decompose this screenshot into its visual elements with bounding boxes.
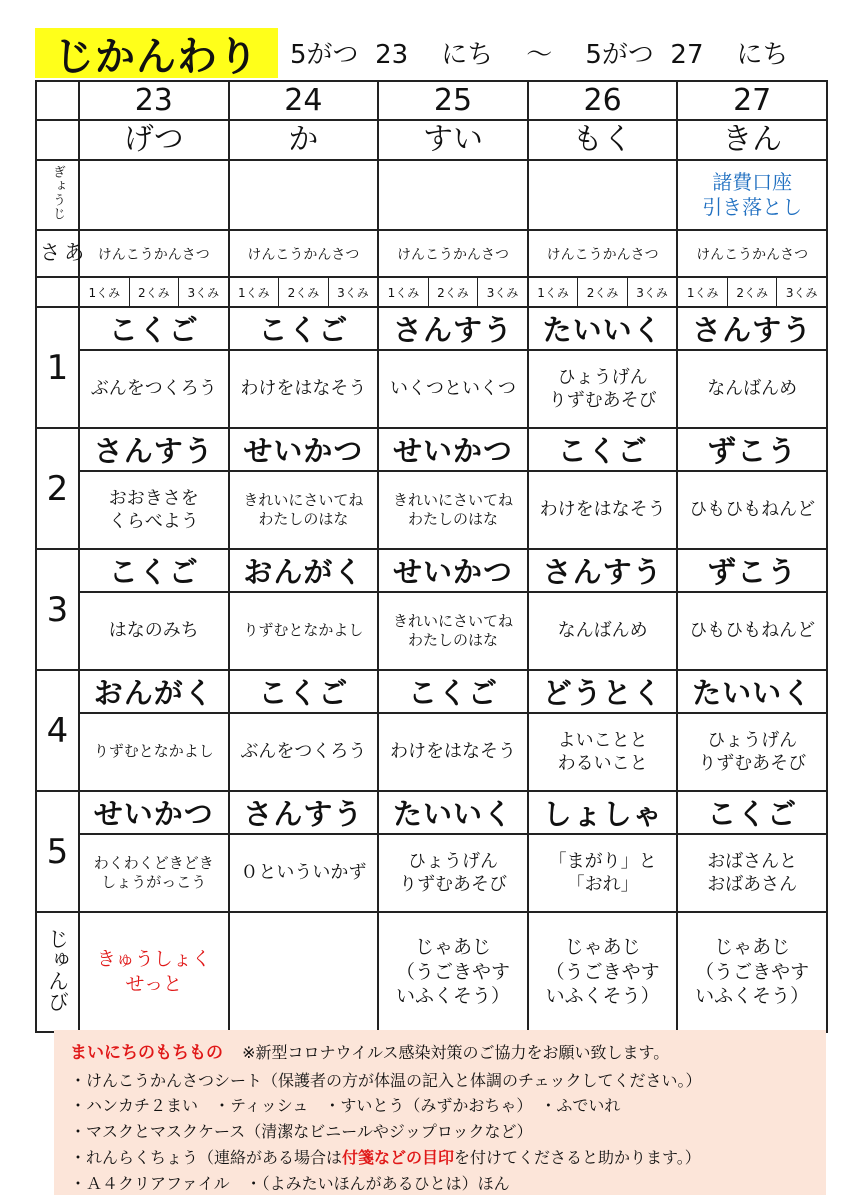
content-cell: おおきさを くらべよう	[79, 471, 229, 549]
subject-cell: せいかつ	[229, 428, 379, 471]
notes-subheading: ※新型コロナウイルス感染対策のご協力をお願い致します。	[242, 1043, 670, 1062]
subject-cell: おんがく	[79, 670, 229, 713]
subject-cell: たいいく	[528, 307, 678, 350]
class-label: 2くみ	[727, 278, 777, 306]
class-label: 2くみ	[428, 278, 478, 306]
weekday-cell: げつ	[79, 120, 229, 160]
content-cell: はなのみち	[79, 592, 229, 670]
notes-item: ・けんこうかんさつシート（保護者の方が体温の記入と体調のチェックしてください。）	[70, 1070, 702, 1090]
subject-cell: せいかつ	[378, 428, 528, 471]
date-row	[36, 81, 827, 120]
date-cell: 24	[229, 81, 379, 120]
class-label: 1くみ	[238, 285, 270, 300]
period-subject-row	[36, 428, 827, 471]
prep-label: じゅんび	[36, 912, 79, 1032]
content-cell: きれいにさいてね わたしのはな	[378, 471, 528, 549]
event-text: 引き落とし	[702, 195, 803, 219]
subject-cell: ずこう	[677, 428, 827, 471]
class-label: 2くみ	[129, 278, 179, 306]
subject-cell: こくご	[229, 670, 379, 713]
page-header	[35, 28, 825, 78]
morning-cell: けんこうかんさつ	[677, 230, 827, 277]
class-label: 3くみ	[328, 278, 378, 306]
notes-box	[54, 1030, 826, 1195]
subject-cell: たいいく	[378, 791, 528, 834]
weekday-cell: きん	[677, 120, 827, 160]
prep-cell: じゃあじ （うごきやす いふくそう）	[378, 912, 528, 1032]
content-cell: ひょうげん りずむあそび	[677, 713, 827, 791]
subject-cell: こくご	[677, 791, 827, 834]
period-subject-row	[36, 670, 827, 713]
event-cell	[229, 160, 379, 230]
prep-row	[36, 912, 827, 1032]
content-cell: わけをはなそう	[229, 350, 379, 428]
event-text: 諸費口座	[712, 170, 793, 194]
date-cell: 25	[378, 81, 528, 120]
period-subject-row	[36, 549, 827, 592]
content-cell: りずむとなかよし	[79, 713, 229, 791]
morning-cell: けんこうかんさつ	[378, 230, 528, 277]
period-number: 4	[36, 670, 79, 791]
subject-cell: こくご	[378, 670, 528, 713]
notes-item: ・れんらくちょう（連絡がある場合は付箋などの目印を付けてくださると助かります。）	[70, 1148, 701, 1168]
class-label: 3くみ	[477, 278, 527, 306]
subject-cell: どうとく	[528, 670, 678, 713]
page-title: じかんわり	[35, 28, 278, 78]
class-row	[36, 277, 827, 307]
class-label: 3くみ	[178, 278, 228, 306]
morning-cell: けんこうかんさつ	[79, 230, 229, 277]
date-cell: 27	[677, 81, 827, 120]
period-content-row	[36, 834, 827, 912]
subject-cell: しょしゃ	[528, 791, 678, 834]
content-cell: きれいにさいてね わたしのはな	[229, 471, 379, 549]
weekday-cell: すい	[378, 120, 528, 160]
prep-cell: じゃあじ （うごきやす いふくそう）	[528, 912, 678, 1032]
content-cell: ひもひもねんど	[677, 471, 827, 549]
period-subject-row	[36, 307, 827, 350]
period-content-row	[36, 471, 827, 549]
content-cell: いくつといくつ	[378, 350, 528, 428]
class-label: 3くみ	[776, 278, 826, 306]
subject-cell: さんすう	[79, 428, 229, 471]
weekday-cell: か	[229, 120, 379, 160]
class-label: 1くみ	[686, 285, 719, 300]
period-content-row	[36, 350, 827, 428]
subject-cell: こくご	[79, 307, 229, 350]
notes-heading: まいにちのもちもの	[70, 1043, 223, 1063]
subject-cell: さんすう	[378, 307, 528, 350]
class-cell	[528, 277, 678, 307]
content-cell: ひょうげん りずむあそび	[378, 834, 528, 912]
weekday-cell: もく	[528, 120, 678, 160]
event-row	[36, 160, 827, 230]
morning-cell: けんこうかんさつ	[528, 230, 678, 277]
content-cell: なんばんめ	[677, 350, 827, 428]
content-cell: ぶんをつくろう	[79, 350, 229, 428]
class-label: 2くみ	[577, 278, 627, 306]
subject-cell: せいかつ	[79, 791, 229, 834]
subject-cell: せいかつ	[378, 549, 528, 592]
timetable	[35, 80, 828, 1033]
subject-cell: こくご	[528, 428, 678, 471]
date-range: 5がつ 23 にち 〜 5がつ 27 にち	[290, 40, 789, 70]
prep-cell: きゅうしょく せっと	[79, 912, 229, 1032]
content-cell: わけをはなそう	[528, 471, 678, 549]
event-cell	[528, 160, 678, 230]
period-subject-row	[36, 791, 827, 834]
content-cell: 「まがり」と 「おれ」	[528, 834, 678, 912]
content-cell: おばさんと おばあさん	[677, 834, 827, 912]
period-number: 5	[36, 791, 79, 912]
morning-row	[36, 230, 827, 277]
content-cell: ひょうげん りずむあそび	[528, 350, 678, 428]
content-cell: わくわくどきどき しょうがっこう	[79, 834, 229, 912]
highlight-text: 付箋などの目印	[342, 1148, 455, 1168]
date-cell: 23	[79, 81, 229, 120]
morning-cell: けんこうかんさつ	[229, 230, 379, 277]
period-number: 2	[36, 428, 79, 549]
notes-item: ・Ａ４クリアファイル ・（よみたいほんがあるひとは）ほん	[70, 1174, 510, 1194]
class-cell	[79, 277, 229, 307]
event-cell	[79, 160, 229, 230]
class-cell	[229, 277, 379, 307]
class-cell	[378, 277, 528, 307]
class-label: 1くみ	[387, 285, 420, 300]
content-cell: きれいにさいてね わたしのはな	[378, 592, 528, 670]
subject-cell: こくご	[79, 549, 229, 592]
content-cell: りずむとなかよし	[229, 592, 379, 670]
class-label: 1くみ	[537, 285, 569, 300]
subject-cell: ずこう	[677, 549, 827, 592]
class-label: 1くみ	[88, 285, 121, 300]
period-number: 1	[36, 307, 79, 428]
prep-cell: じゃあじ （うごきやす いふくそう）	[677, 912, 827, 1032]
periods-body	[36, 307, 827, 912]
content-cell: なんばんめ	[528, 592, 678, 670]
subject-cell: さんすう	[528, 549, 678, 592]
event-label: ぎょうじ	[36, 160, 79, 230]
subject-cell: さんすう	[677, 307, 827, 350]
class-label: 3くみ	[627, 278, 677, 306]
notes-item: ・マスクとマスクケース（清潔なビニールやジップロックなど）	[70, 1122, 533, 1142]
period-content-row	[36, 592, 827, 670]
content-cell: わけをはなそう	[378, 713, 528, 791]
notes-header	[70, 1040, 810, 1068]
content-cell: ぶんをつくろう	[229, 713, 379, 791]
period-number: 3	[36, 549, 79, 670]
event-cell	[677, 160, 827, 230]
content-cell: よいことと わるいこと	[528, 713, 678, 791]
event-cell	[378, 160, 528, 230]
subject-cell: たいいく	[677, 670, 827, 713]
notes-item: ・ハンカチ２まい ・ティッシュ ・すいとう（みずかおちゃ） ・ふでいれ	[70, 1096, 621, 1116]
subject-cell: おんがく	[229, 549, 379, 592]
date-cell: 26	[528, 81, 678, 120]
subject-cell: こくご	[229, 307, 379, 350]
subject-cell: さんすう	[229, 791, 379, 834]
content-cell: ひもひもねんど	[677, 592, 827, 670]
prep-cell	[229, 912, 379, 1032]
period-content-row	[36, 713, 827, 791]
class-label: 2くみ	[278, 278, 328, 306]
morning-label: あさ	[36, 230, 79, 277]
content-cell: ０といういかず	[229, 834, 379, 912]
class-cell	[677, 277, 827, 307]
weekday-row	[36, 120, 827, 160]
